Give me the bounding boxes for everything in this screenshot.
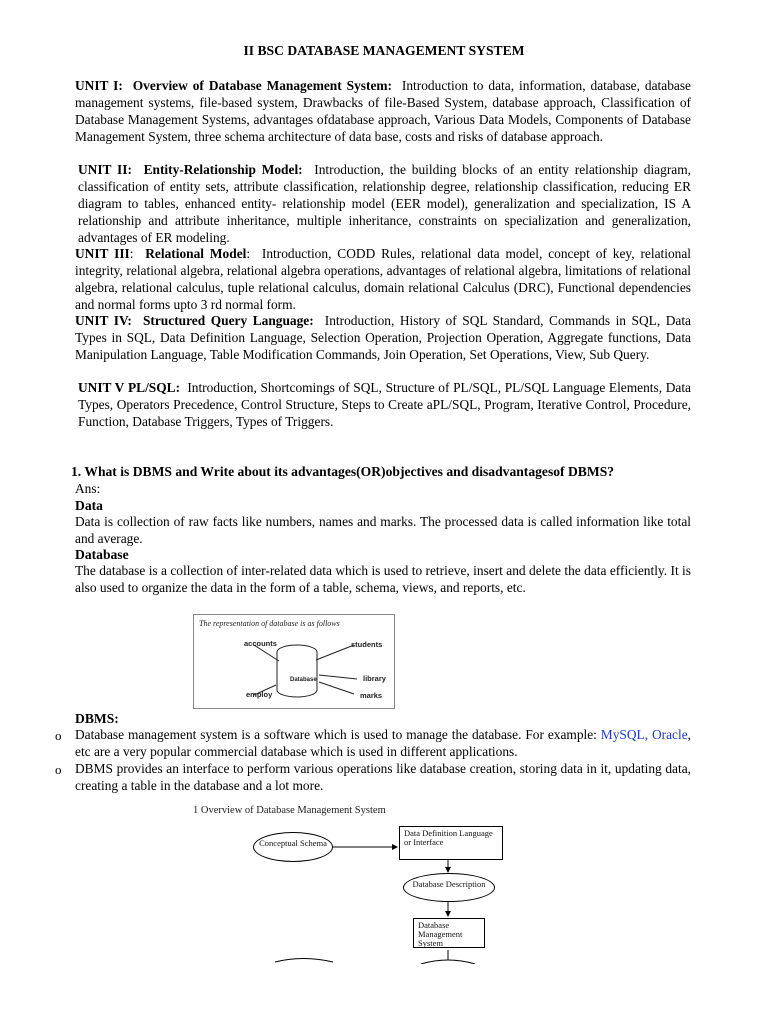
unit-3: UNIT III: Relational Model: Introduction, CODD Rules, relational data model, concept of key, relational integrity, relational algebra, relational algebra operations, advantages of relational algebra, limitations of relational algebra, relational calculus, tuple relational calculus, domain relational Calculus (DRC), Functional dependencies and normal forms upto 3 rd normal form. bbox=[75, 246, 692, 312]
label-accounts: accounts bbox=[244, 639, 277, 648]
unit-2 bbox=[78, 162, 691, 247]
mysql-link[interactable]: MySQL, bbox=[600, 727, 649, 742]
cylinder-body bbox=[277, 652, 317, 697]
database-text: The database is a collection of inter-related data which is used to retrieve, insert and delete the data efficiently. It is also used to organize the data in the form of a table, schema, views, and reports, etc. bbox=[75, 563, 691, 595]
unit-1-text: Introduction to data, information, database, database management systems, file-based system, Drawbacks of file-Based System, database approach, Classification of Database Management Systems, advantages ofdatabase approach, Various Data Models, Components of Database Management System, three schema architecture of data base, costs and risks of database approach. bbox=[75, 78, 691, 144]
unit-3-label: UNIT III bbox=[75, 246, 130, 261]
unit-5-label: UNIT V bbox=[78, 380, 125, 395]
oracle-link[interactable]: Oracle bbox=[651, 727, 688, 742]
database-representation-figure bbox=[193, 614, 395, 709]
page-title: II BSC DATABASE MANAGEMENT SYSTEM bbox=[243, 43, 525, 58]
arrow-library bbox=[319, 675, 357, 679]
dbms-heading: DBMS: bbox=[75, 711, 119, 726]
unit-4-label: UNIT IV: bbox=[75, 313, 132, 328]
partial-ellipse-left bbox=[275, 959, 333, 963]
unit-4 bbox=[75, 313, 691, 364]
bullet-1-text-end: , etc are a very popular commercial database which is used in different applications. bbox=[75, 727, 691, 759]
arrow-marks bbox=[319, 682, 354, 694]
label-students: students bbox=[351, 640, 383, 649]
dbms-node: Database Management System bbox=[413, 918, 485, 948]
unit-3-heading: Relational Model bbox=[145, 246, 247, 261]
database-heading: Database bbox=[75, 547, 129, 562]
label-employ: employ bbox=[246, 690, 273, 699]
conceptual-schema-node: Conceptual Schema bbox=[253, 832, 333, 862]
unit-5-text: Introduction, Shortcomings of SQL, Structure of PL/SQL, PL/SQL Language Elements, Data Types, Operators Precedence, Control Structure, Steps to Create aPL/SQL, Program, Iterative Control, Procedure, Function, Database Triggers, Types of Triggers. bbox=[78, 380, 691, 429]
ddl-node: Data Definition Language or Interface bbox=[399, 826, 503, 860]
figure2-caption: 1 Overview of Database Management System bbox=[193, 805, 386, 816]
unit-1-heading: Overview of Database Management System: bbox=[132, 78, 393, 93]
unit-1-label: UNIT I: bbox=[75, 78, 123, 93]
unit-2-heading: Entity-Relationship Model: bbox=[143, 162, 303, 177]
figure1-center: Database bbox=[290, 677, 317, 683]
unit-4-text: Introduction, History of SQL Standard, Commands in SQL, Data Types in SQL, Data Definition Language, Selection Operation, Projection Operation, Aggregate functions, Data Manipulation Language, Table Modification Commands, Join Operation, Set Operations, View, Sub Query. bbox=[75, 313, 691, 362]
question-1: 1. What is DBMS and Write about its advantages(OR)objectives and disadvantagesof DBMS? bbox=[71, 464, 615, 479]
partial-ellipse-right bbox=[421, 960, 475, 964]
label-marks: marks bbox=[360, 691, 383, 700]
bullet-mark: o bbox=[55, 762, 62, 777]
unit-4-heading: Structured Query Language: bbox=[142, 313, 314, 328]
unit-3-text: Introduction, CODD Rules, relational data model, concept of key, relational integrity, relational algebra, relational algebra operations, advantages of relational algebra, limitations of relational algebra, relational calculus, tuple relational calculus, domain relational Calculus (DRC), Functional dependencies and normal forms upto 3 rd normal form. bbox=[75, 246, 692, 312]
dbms-bullet-2: DBMS provides an interface to perform various operations like database creation, storing data in it, updating data, creating a table in the database and a lot more. bbox=[75, 761, 691, 793]
dbms-overview-figure bbox=[193, 800, 513, 964]
unit-2-text: Introduction, the building blocks of an entity relationship diagram, classification of entity sets, attribute classification, relationship degree, relationship classification, reducing ER diagram to tables, enhanced entity- relationship model (EER model), generalization and specialization, IS A relationship and attribute inheritance, multiple inheritance, constraints on specialization and generalization, advantages of ER modeling. bbox=[78, 162, 691, 245]
arrow-students bbox=[316, 645, 354, 660]
unit-1 bbox=[75, 78, 691, 146]
bullet-1-text: Database management system is a software which is used to manage the database. For example: bbox=[75, 727, 601, 742]
data-heading: Data bbox=[75, 498, 103, 513]
database-description-node: Database Description bbox=[403, 873, 495, 902]
bullet-mark: o bbox=[55, 728, 62, 743]
data-text: Data is collection of raw facts like numbers, names and marks. The processed data is called information like total and average. bbox=[75, 514, 691, 546]
answer-label: Ans: bbox=[75, 481, 101, 496]
unit-5-heading: PL/SQL: bbox=[127, 380, 181, 395]
dbms-bullet-1 bbox=[75, 727, 691, 761]
label-library: library bbox=[363, 674, 386, 683]
unit-5 bbox=[78, 380, 691, 431]
figure1-caption: The representation of database is as follows bbox=[199, 619, 340, 628]
unit-2-label: UNIT II: bbox=[78, 162, 132, 177]
